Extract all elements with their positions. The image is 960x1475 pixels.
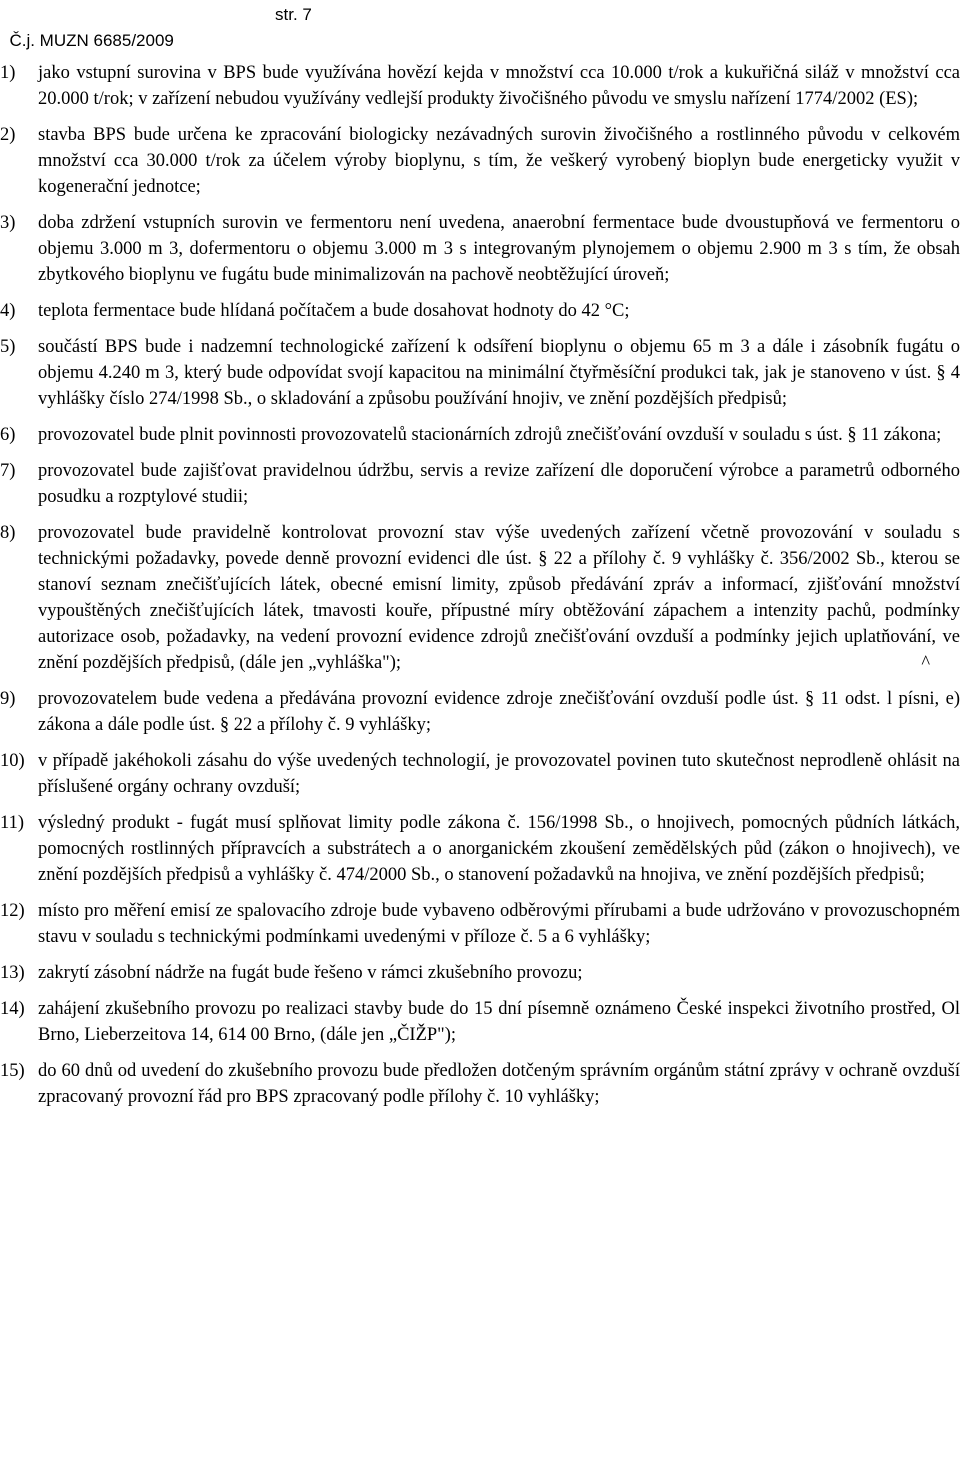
list-item (0, 960, 960, 986)
item-number: 9) (0, 689, 16, 709)
item-text: zakrytí zásobní nádrže na fugát bude řešeno v rámci zkušebního provozu; (38, 963, 583, 983)
item-number: 1) (0, 63, 16, 83)
item-number: 6) (0, 425, 16, 445)
item-text: do 60 dnů od uvedení do zkušebního provozu bude předložen dotčeným správním orgánům státní zprávy v ochraně ovzduší zpracovaný provozní řád pro BPS zpracovaný podle přílohy č. 10 vyhlášky; (38, 1061, 960, 1107)
conditions-list (0, 60, 960, 1120)
caret-mark: ^ (921, 653, 930, 673)
item-text-content: provozovatel bude pravidelně kontrolovat provozní stav výše uvedených zařízení včetně provozování v souladu s technickými požadavky, povede denně provozní evidenci dle úst. § 22 a přílohy č. 9 vyhlášky č. 356/2002 Sb., kterou se stanoví seznam znečišťujících látek, obecné emisní limity, způsob předávání zpráv a informací, zjišťování množství vypouštěných znečišťujících látek, tmavosti kouře, přípustné míry obtěžování zápachem a intenzity pachů, podmínky autorizace osob, požadavky, na vedení provozní evidence zdrojů znečišťování ovzduší a podmínky jejich uplatňování, ve znění pozdějších předpisů, (dále jen „vyhláška"); (38, 523, 960, 673)
item-text: součástí BPS bude i nadzemní technologické zařízení k odsíření bioplynu o objemu 65 m 3 a dále i zásobník fugátu o objemu 4.240 m 3, který bude odpovídat svojí kapacitou na minimální čtyřměsíční produkci tak, jak je stanoveno v úst. § 4 vyhlášky číslo 274/1998 Sb., o skladování a způsobu používání hnojiv, ve znění pozdějších předpisů; (38, 337, 960, 409)
list-item (0, 298, 960, 324)
item-number: 11) (0, 813, 24, 833)
item-text: v případě jakéhokoli zásahu do výše uvedených technologií, je provozovatel povinen tuto skutečnost neprodleně ohlásit na příslušené orgány ochrany ovzduší; (38, 751, 960, 797)
item-number: 12) (0, 901, 25, 921)
list-item (0, 1058, 960, 1110)
list-item (0, 334, 960, 412)
item-number: 2) (0, 125, 16, 145)
item-text: místo pro měření emisí ze spalovacího zdroje bude vybaveno odběrovými přírubami a bude udržováno v provozuschopném stavu v souladu s technickými podmínkami uvedenými v příloze č. 5 a 6 vyhlášky; (38, 901, 960, 947)
list-item (0, 748, 960, 800)
list-item (0, 60, 960, 112)
document-reference: Č.j. MUZN 6685/2009 (9, 31, 174, 50)
page-number: str. 7 (275, 5, 312, 24)
item-number: 5) (0, 337, 16, 357)
item-text: provozovatel bude zajišťovat pravidelnou údržbu, servis a revize zařízení dle doporučení výrobce a parametrů odborného posudku a rozptylové studii; (38, 461, 960, 507)
item-text: stavba BPS bude určena ke zpracování biologicky nezávadných surovin živočišného a rostlinného původu v celkovém množství cca 30.000 t/rok za účelem výroby bioplynu, s tím, že veškerý vyrobený bioplyn bude energeticky využit v kogenerační jednotce; (38, 125, 960, 197)
list-item (0, 686, 960, 738)
list-item (0, 520, 960, 676)
item-text: teplota fermentace bude hlídaná počítačem a bude dosahovat hodnoty do 42 °C; (38, 301, 630, 321)
list-item (0, 996, 960, 1048)
list-item (0, 210, 960, 288)
item-text: výsledný produkt - fugát musí splňovat limity podle zákona č. 156/1998 Sb., o hnojivech, pomocných půdních látkách, pomocných rostlinných přípravcích a substrátech a o anorganickém zkoušení zemědělských půd (zákon o hnojivech), ve znění pozdějších předpisů a vyhlášky č. 474/2000 Sb., o stanovení požadavků na hnojiva, ve znění pozdějších předpisů; (38, 813, 960, 885)
item-number: 7) (0, 461, 16, 481)
list-item (0, 898, 960, 950)
item-number: 4) (0, 301, 16, 321)
list-item (0, 422, 960, 448)
item-text: zahájení zkušebního provozu po realizaci stavby bude do 15 dní písemně oznámeno České inspekci životního prostřed, Ol Brno, Lieberzeitova 14, 614 00 Brno, (dále jen „ČIŽP"); (38, 999, 960, 1045)
item-text: provozovatelem bude vedena a předávána provozní evidence zdroje znečišťování ovzduší podle úst. § 11 odst. l písni, e) zákona a dále podle úst. § 22 a přílohy č. 9 vyhlášky; (38, 689, 960, 735)
list-item (0, 810, 960, 888)
item-text: doba zdržení vstupních surovin ve fermentoru není uvedena, anaerobní fermentace bude dvoustupňová ve fermentoru o objemu 3.000 m 3, dofermentoru o objemu 3.000 m 3 s integrovaným plynojemem o objemu 2.900 m 3 s tím, že obsah zbytkového bioplynu ve fugátu bude minimalizován na pachově neobtěžující úroveň; (38, 213, 960, 285)
item-number: 10) (0, 751, 25, 771)
item-number: 15) (0, 1061, 25, 1081)
item-text: provozovatel bude plnit povinnosti provozovatelů stacionárních zdrojů znečišťování ovzduší v souladu s úst. § 11 zákona; (38, 425, 942, 445)
item-number: 3) (0, 213, 16, 233)
item-number: 13) (0, 963, 25, 983)
item-number: 8) (0, 523, 16, 543)
item-text: jako vstupní surovina v BPS bude využívána hovězí kejda v množství cca 10.000 t/rok a kukuřičná siláž v množství cca 20.000 t/rok; v zařízení nebudou využívány vedlejší produkty živočišného původu ve smyslu nařízení 1774/2002 (ES); (38, 63, 960, 109)
list-item (0, 122, 960, 200)
list-item (0, 458, 960, 510)
item-text (38, 520, 960, 676)
item-number: 14) (0, 999, 25, 1019)
